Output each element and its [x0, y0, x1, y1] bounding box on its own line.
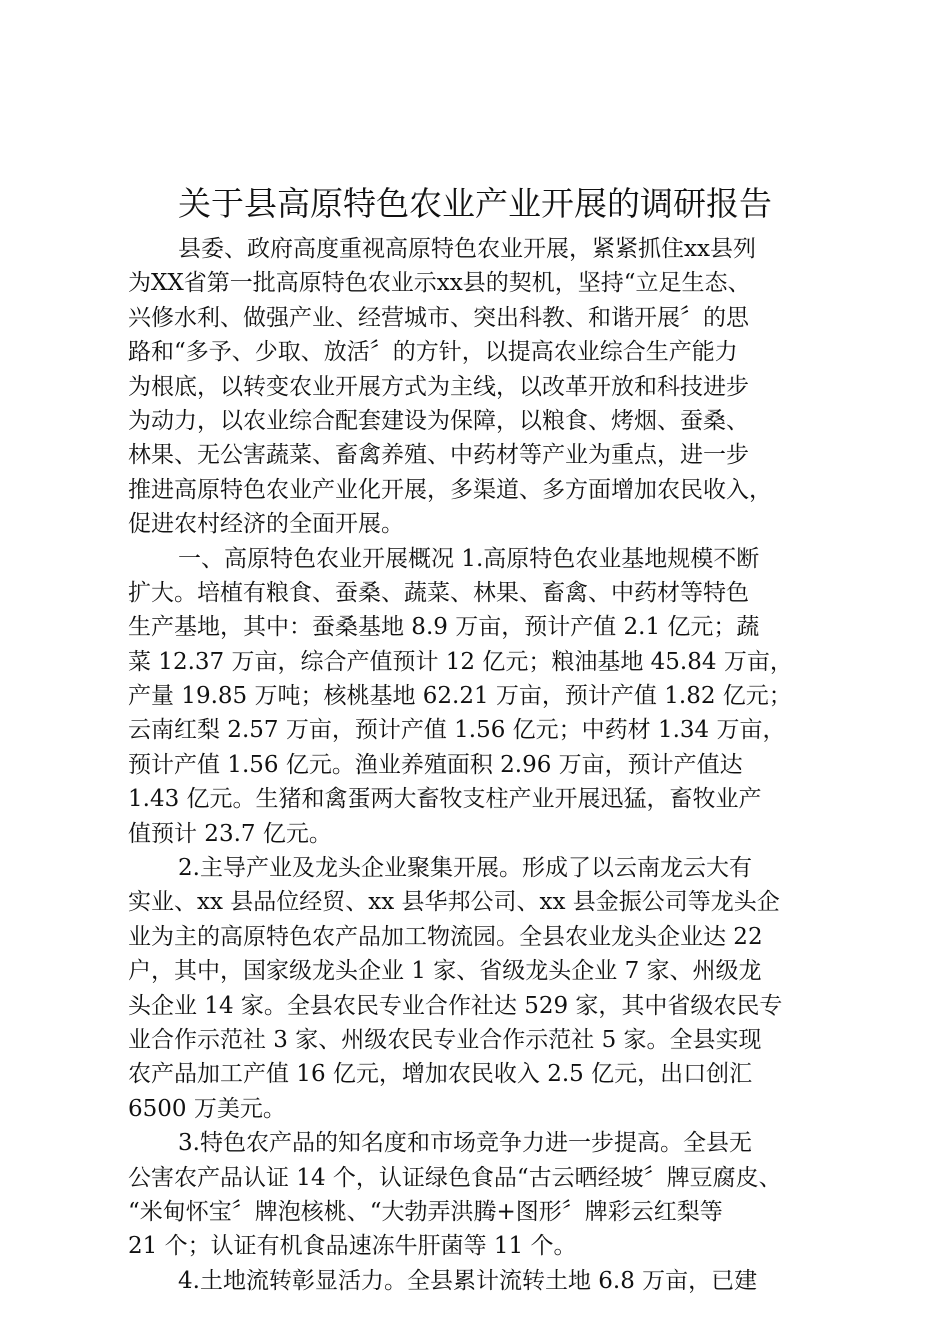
document-body — [128, 232, 840, 1298]
text-line: 为XX省第一批高原特色农业示xx县的契机，坚持“立足生态、 — [128, 270, 751, 297]
paragraph-intro — [128, 232, 840, 542]
text-line: 业为主的高原特色农产品加工物流园。全县农业龙头企业达 22 — [128, 923, 763, 950]
text-line: 一、高原特色农业开展概况 1.高原特色农业基地规模不断 — [178, 545, 760, 572]
text-line: 21 个；认证有机食品速冻牛肝菌等 11 个。 — [128, 1233, 577, 1260]
text-line: 县委、政府高度重视高原特色农业开展，紧紧抓住xx县列 — [178, 236, 756, 262]
text-line: 预计产值 1.56 亿元。渔业养殖面积 2.96 万亩，预计产值达 — [128, 751, 743, 778]
text-line: 为动力，以农业综合配套建设为保障，以粮食、烤烟、蚕桑、 — [128, 407, 749, 434]
paragraph-leading-enterprises — [128, 851, 840, 1126]
text-line: 路和“多予、少取、放活〞的方针，以提高农业综合生产能力 — [128, 339, 738, 366]
text-line: 生产基地，其中：蚕桑基地 8.9 万亩，预计产值 2.1 亿元；蔬 — [128, 614, 760, 641]
text-line: 头企业 14 家。全县农民专业合作社达 529 家，其中省级农民专 — [128, 992, 783, 1019]
text-line: 兴修水利、做强产业、经营城市、突出科教、和谐开展〞的思 — [128, 304, 749, 331]
text-line: “米甸怀宝〞牌泡核桃、“大勃弄洪腾+图形〞牌彩云红梨等 — [128, 1198, 723, 1225]
paragraph-brand-recognition — [128, 1126, 840, 1264]
text-line: 促进农村经济的全面开展。 — [128, 511, 404, 538]
text-line: 云南红梨 2.57 万亩，预计产值 1.56 亿元；中药材 1.34 万亩， — [128, 717, 786, 744]
text-line: 4.土地流转彰显活力。全县累计流转土地 6.8 万亩，已建 — [178, 1267, 758, 1294]
document-title: 关于县高原特色农业产业开展的调研报告 — [178, 184, 772, 223]
text-line: 业合作示范社 3 家、州级农民专业合作示范社 5 家。全县实现 — [128, 1026, 762, 1053]
text-line: 公害农产品认证 14 个，认证绿色食品“古云晒经坡〞牌豆腐皮、 — [128, 1164, 782, 1191]
text-line: 户，其中，国家级龙头企业 1 家、省级龙头企业 7 家、州级龙 — [128, 958, 762, 985]
text-line: 为根底，以转变农业开展方式为主线，以改革开放和科技进步 — [128, 373, 749, 400]
text-line: 推进高原特色农业产业化开展，多渠道、多方面增加农民收入， — [128, 476, 772, 503]
text-line: 扩大。培植有粮食、蚕桑、蔬菜、林果、畜禽、中药材等特色 — [128, 579, 749, 606]
text-line: 实业、xx 县品位经贸、xx 县华邦公司、xx 县金振公司等龙头企 — [128, 889, 780, 916]
paragraph-land-transfer — [128, 1264, 840, 1298]
text-line: 农产品加工产值 16 亿元，增加农民收入 2.5 亿元，出口创汇 — [128, 1061, 753, 1088]
text-line: 值预计 23.7 亿元。 — [128, 820, 332, 847]
text-line: 3.特色农产品的知名度和市场竞争力进一步提高。全县无 — [178, 1130, 752, 1157]
text-line: 6500 万美元。 — [128, 1095, 286, 1122]
text-line: 产量 19.85 万吨；核桃基地 62.21 万亩，预计产值 1.82 亿元； — [128, 683, 792, 710]
text-line: 林果、无公害蔬菜、畜禽养殖、中药材等产业为重点，进一步 — [128, 442, 749, 469]
text-line: 1.43 亿元。生猪和禽蛋两大畜牧支柱产业开展迅猛，畜牧业产 — [128, 786, 762, 813]
text-line: 2.主导产业及龙头企业聚集开展。形成了以云南龙云大有 — [178, 855, 752, 882]
text-line: 菜 12.37 万亩，综合产值预计 12 亿元；粮油基地 45.84 万亩， — [128, 648, 793, 675]
paragraph-overview — [128, 542, 840, 852]
